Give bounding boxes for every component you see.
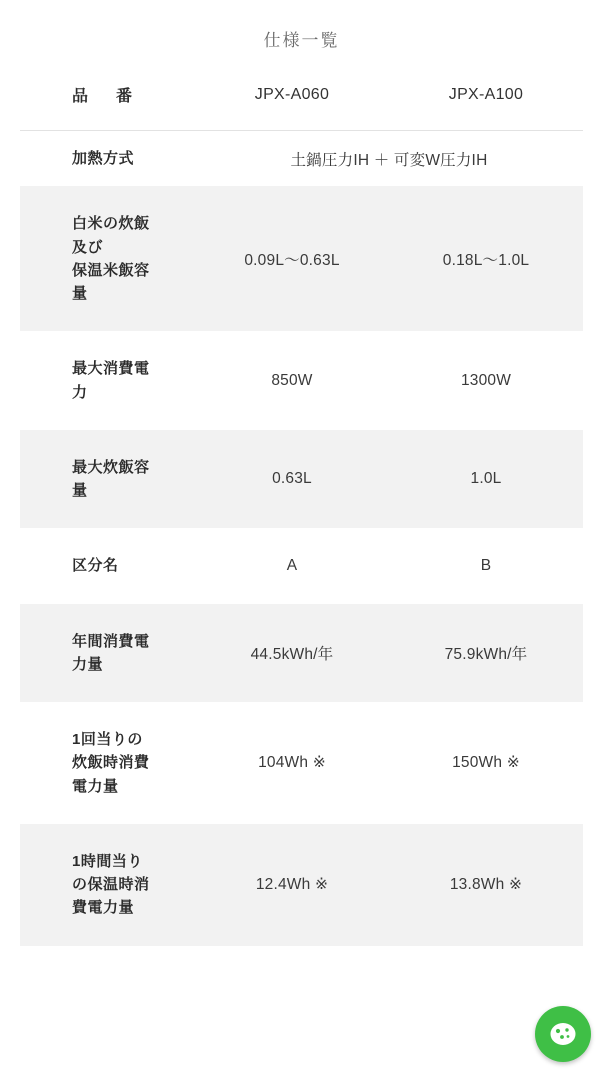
label-line: 炊飯時消費 — [72, 754, 150, 772]
label-line: 力 — [72, 383, 88, 401]
row-value-annual-power-b: 75.9kWh/年 — [389, 604, 583, 703]
row-label-max-power — [20, 331, 195, 430]
label-line: 白米の炊飯 — [72, 215, 150, 233]
table-header-row — [20, 61, 583, 131]
row-value-per-cook-power-a: 104Wh ※ — [195, 702, 389, 824]
row-label-annual-power — [20, 604, 195, 703]
label-line: 保温米飯容 — [72, 261, 150, 279]
specification-table — [20, 61, 583, 946]
label-line: 量 — [72, 285, 88, 302]
label-line: 最大炊飯容 — [72, 458, 150, 476]
column-header-model-b: JPX-A100 — [389, 61, 583, 131]
label-line: 量 — [72, 482, 88, 499]
row-label-rice-capacity — [20, 186, 195, 331]
table-row — [20, 604, 583, 703]
row-value-category-name-b: B — [389, 528, 583, 603]
row-value-annual-power-a: 44.5kWh/年 — [195, 604, 389, 703]
column-header-model-label: 品 番 — [20, 61, 195, 131]
cooker-icon — [546, 1017, 580, 1051]
label-line: 最大消費電 — [72, 360, 150, 378]
row-value-rice-capacity-a: 0.09L〜0.63L — [195, 186, 389, 331]
label-line: の保温時消 — [72, 876, 150, 893]
column-header-model-a: JPX-A060 — [195, 61, 389, 131]
label-line: 1時間当り — [72, 852, 143, 870]
table-row — [20, 186, 583, 331]
table-row — [20, 824, 583, 946]
table-row — [20, 131, 583, 187]
row-value-max-power-b: 1300W — [389, 331, 583, 430]
label-line: 及び — [72, 238, 104, 256]
row-label-heating-method: 加熱方式 — [20, 131, 195, 187]
floating-action-button[interactable] — [535, 1006, 591, 1062]
table-row — [20, 331, 583, 430]
label-line: 電力量 — [72, 777, 119, 795]
row-label-per-cook-power — [20, 702, 195, 824]
page-title: 仕様一覧 — [263, 31, 340, 50]
row-label-per-hour-keepwarm-power — [20, 824, 195, 946]
row-value-per-hour-keepwarm-power-b: 13.8Wh ※ — [389, 824, 583, 946]
table-row — [20, 702, 583, 824]
label-line: 区分名 — [72, 557, 119, 575]
row-label-category-name — [20, 528, 195, 603]
label-line: 力量 — [72, 655, 104, 673]
label-line: 1回当りの — [72, 731, 143, 748]
row-value-heating-method: 土鍋圧力IH ＋ 可変W圧力IH — [195, 131, 583, 187]
row-value-max-cooking-capacity-b: 1.0L — [389, 430, 583, 529]
row-value-rice-capacity-b: 0.18L〜1.0L — [389, 186, 583, 331]
row-value-per-cook-power-b: 150Wh ※ — [389, 702, 583, 824]
row-value-per-hour-keepwarm-power-a: 12.4Wh ※ — [195, 824, 389, 946]
row-label-max-cooking-capacity — [20, 430, 195, 529]
row-value-category-name-a: A — [195, 528, 389, 603]
table-row — [20, 430, 583, 529]
label-line: 年間消費電 — [72, 632, 150, 650]
label-line: 費電力量 — [72, 899, 135, 917]
row-value-max-power-a: 850W — [195, 331, 389, 430]
row-value-max-cooking-capacity-a: 0.63L — [195, 430, 389, 529]
table-row — [20, 528, 583, 603]
